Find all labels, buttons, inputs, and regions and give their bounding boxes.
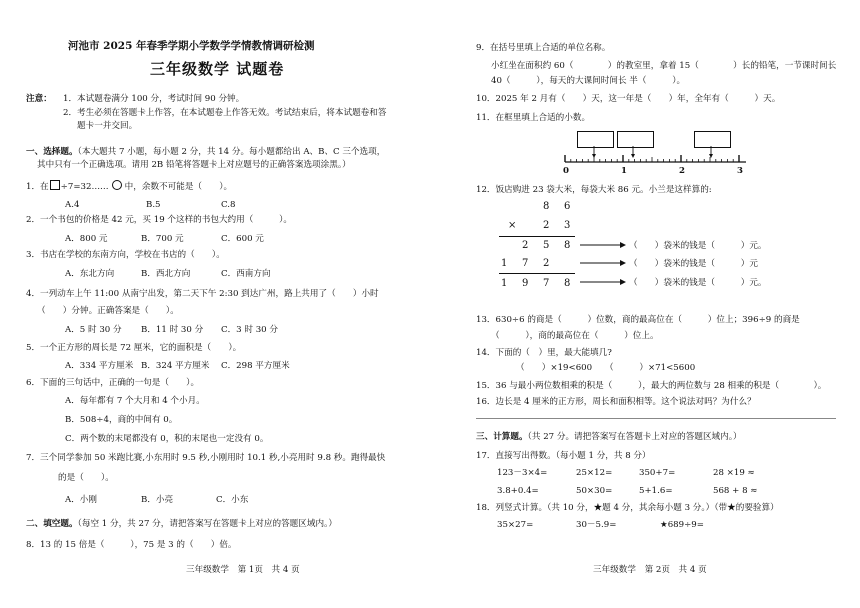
calc-digit: 1 <box>501 278 508 289</box>
question-6-option-b: B．508÷4，商的中间有 0。 <box>65 415 178 425</box>
number-line-label-2: 2 <box>679 166 685 176</box>
q17-item: 25×12= <box>576 468 613 478</box>
question-3-option-a: A．东北方向 <box>65 269 115 279</box>
q18-item: 35×27= <box>497 520 534 530</box>
question-2-option-a: A．800 元 <box>65 234 108 244</box>
section-2-desc: （每空 1 分，共 27 分，请把答案写在答题卡上对应的答题区域内。） <box>77 519 337 529</box>
question-10: 10．2025 年 2 月有（ ）天，这一年是（ ）年，全年有（ ）天。 <box>476 94 781 104</box>
question-1-text-a: 1．在 <box>26 182 49 192</box>
section-3-desc: （共 27 分。请把答案写在答题卡上对应的答题区域内。） <box>527 432 742 442</box>
blank-square-icon <box>50 180 60 190</box>
question-3: 3．书店在学校的东南方向，学校在书店的（ ）。 <box>26 250 225 260</box>
question-17: 17．直接写出得数。（每小题 1 分，共 8 分） <box>476 451 651 461</box>
calc-digit: 7 <box>522 258 529 269</box>
number-line-label-3: 3 <box>737 166 743 176</box>
question-4-option-a: A．5 时 30 分 <box>65 325 122 335</box>
question-13-cont: （ ），商的最高位在（ ）位上。 <box>491 331 659 341</box>
question-5-option-c: C．298 平方厘米 <box>221 361 290 371</box>
calc-digit: 6 <box>564 201 571 212</box>
question-6-option-a: A．每年都有 7 个大月和 4 个小月。 <box>65 396 205 406</box>
question-7-option-a: A．小刚 <box>65 495 97 505</box>
times-sign: × <box>508 220 517 231</box>
question-5: 5．一个正方形的周长是 72 厘米，它的面积是（ ）。 <box>26 343 242 353</box>
question-13: 13．630÷6 的商是（ ）位数，商的最高位在（ ）位上；396÷9 的商是 <box>476 315 800 325</box>
notice-item-1: 1．本试题卷满分 100 分，考试时间 90 分钟。 <box>63 94 245 104</box>
calc-digit: 5 <box>543 240 550 251</box>
question-1-option-a: A.4 <box>65 200 80 210</box>
question-7-cont: 的是（ ）。 <box>58 473 114 483</box>
question-9-line-2: 小红坐在面积约 60（ ）的教室里，拿着 15（ ）长的铅笔，一节课时间长 <box>491 61 837 71</box>
question-1-option-c: C.8 <box>221 200 236 210</box>
section-3-header <box>476 432 742 443</box>
question-3-option-b: B．西北方向 <box>141 269 191 279</box>
question-1-text-b: ÷7=32…… <box>60 182 109 192</box>
page-footer-right: 三年级数学 第 2页 共 4 页 <box>593 565 707 575</box>
calc-divider-1 <box>499 236 575 237</box>
question-1-text-c: 中，余数不可能是（ ）。 <box>124 182 233 192</box>
question-2-option-b: B．700 元 <box>141 234 184 244</box>
question-4: 4．一列动车上午 11:00 从南宁出发，第二天下午 2:30 到达广州，路上共用了（ ）小时 <box>26 289 379 299</box>
question-7: 7．三个同学参加 50 米跑比赛,小东用时 9.5 秒,小刚用时 10.1 秒,小亮用时 9.8 秒。跑得最快 <box>26 453 386 463</box>
section-2-title: 二、填空题。 <box>26 519 78 529</box>
question-14: 14．下面的（ ）里，最大能填几? <box>476 348 612 358</box>
number-line-label-0: 0 <box>563 166 569 176</box>
question-12: 12．饭店购进 23 袋大米，每袋大米 86 元。小兰是这样算的: <box>476 185 712 195</box>
question-1 <box>26 180 232 193</box>
fill-line-1: （ ）袋米的钱是（ ）元。 <box>629 241 767 251</box>
calc-digit: 8 <box>543 201 550 212</box>
question-9: 9．在括号里填上合适的单位名称。 <box>476 43 611 53</box>
calc-digit: 2 <box>543 258 550 269</box>
question-7-option-b: B．小亮 <box>141 495 174 505</box>
notice-label: 注意： <box>26 94 52 104</box>
section-1-header <box>26 147 385 158</box>
question-5-option-a: A．334 平方厘米 <box>65 361 134 371</box>
section-3-title: 三、计算题。 <box>476 432 528 442</box>
notice-item-2-cont: 题卡一并交回。 <box>77 121 138 131</box>
q17-item: 350+7= <box>639 468 676 478</box>
section-divider <box>476 418 836 419</box>
question-6: 6．下面的三句话中，正确的一句是（ ）。 <box>26 378 200 388</box>
section-1-title: 一、选择题。 <box>26 147 78 157</box>
section-1-desc-cont: 其中只有一个正确选项。请用 2B 铅笔将答题卡上对应题号的正确答案选项涂黑。） <box>37 160 351 170</box>
section-1-desc: （本大题共 7 小题，每小题 2 分，共 14 分。每小题都给出 A、B、C 三个选项， <box>77 147 386 157</box>
question-15: 15．36 与最小两位数相乘的积是（ ），最大的两位数与 28 相乘的积是（ ）。 <box>476 381 827 391</box>
q17-item: 568 + 8 ≈ <box>713 486 758 496</box>
question-4-option-b: B．11 时 30 分 <box>141 325 204 335</box>
q17-item: 123－3×4= <box>497 468 548 478</box>
arrow-icons <box>578 238 628 290</box>
question-16: 16．边长是 4 厘米的正方形，周长和面积相等。这个说法对吗？为什么？ <box>476 397 756 407</box>
fill-line-2: （ ）袋米的钱是（ ）元 <box>629 259 758 269</box>
calc-digit: 7 <box>543 278 550 289</box>
q17-item: 5+1.6= <box>639 486 673 496</box>
question-2: 2．一个书包的价格是 42 元，买 19 个这样的书包大约用（ ）。 <box>26 215 292 225</box>
q17-item: 50×30= <box>576 486 613 496</box>
question-2-option-c: C．600 元 <box>221 234 264 244</box>
question-9-line-3: 40（ ），每天的大课间时间长 半（ ）。 <box>491 76 686 86</box>
question-1-option-b: B.5 <box>146 200 161 210</box>
question-4-option-c: C．3 时 30 分 <box>221 325 278 335</box>
q17-item: 28 ×19 ≈ <box>713 468 755 478</box>
school-title: 河池市 2025 年春季学期小学数学学情教情调研检测 <box>68 40 315 52</box>
question-14-cont: （ ）×19<600 （ ）×71<5600 <box>516 363 696 373</box>
notice-item-2: 2．考生必须在答题卡上作答，在本试题卷上作答无效。考试结束后，将本试题卷和答 <box>63 108 387 118</box>
question-18: 18．列竖式计算。（共 10 分，★题 4 分，其余每小题 3 分。）（带★的要验算） <box>476 503 779 513</box>
question-5-option-b: B．324 平方厘米 <box>141 361 210 371</box>
calc-digit: 2 <box>522 240 529 251</box>
question-8: 8．13 的 15 倍是（ ），75 是 3 的（ ）倍。 <box>26 540 237 550</box>
question-7-option-c: C．小东 <box>216 495 249 505</box>
exam-title: 三年级数学 试题卷 <box>150 60 285 78</box>
number-line <box>560 145 750 169</box>
question-11: 11．在框里填上合适的小数。 <box>476 113 591 123</box>
q18-item: 30－5.9= <box>576 520 617 530</box>
page-footer-left: 三年级数学 第 1页 共 4 页 <box>186 565 300 575</box>
q18-item: ★689÷9= <box>660 520 704 530</box>
fill-line-3: （ ）袋米的钱是（ ）元。 <box>629 278 767 288</box>
calc-digit: 8 <box>564 240 571 251</box>
number-line-label-1: 1 <box>621 166 627 176</box>
q17-item: 3.8+0.4= <box>497 486 539 496</box>
calc-digit: 1 <box>501 258 508 269</box>
calc-divider-2 <box>499 273 575 274</box>
question-6-option-c: C．两个数的末尾都没有 0，积的末尾也一定没有 0。 <box>65 434 269 444</box>
section-2-header <box>26 519 337 530</box>
question-3-option-c: C．西南方向 <box>221 269 271 279</box>
calc-digit: 9 <box>522 278 529 289</box>
question-4-cont: （ ）分钟。正确答案是（ ）。 <box>37 306 179 316</box>
calc-digit: 3 <box>564 220 571 231</box>
calc-digit: 8 <box>564 278 571 289</box>
calc-digit: 2 <box>543 220 550 231</box>
blank-circle-icon <box>112 180 122 190</box>
